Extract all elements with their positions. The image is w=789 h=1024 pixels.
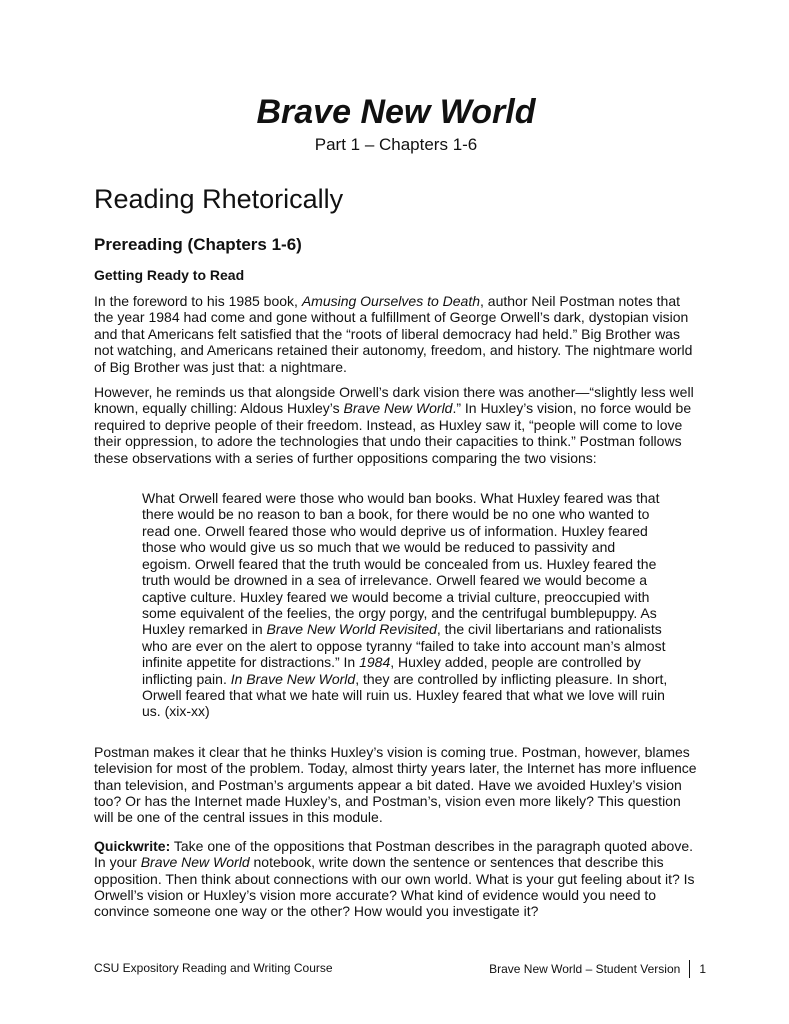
paragraph-text: .” In Huxley’s vision, no force would be required to deprive people of their freedom. Instead, as Huxley saw it, “people will come to love their oppression, to adore the technologies that undo their capacities to think.” Postman follows these observations with a series of further oppositions comparing the two visions: — [94, 400, 692, 466]
subsubsection-heading: Getting Ready to Read — [94, 267, 245, 283]
book-title-1984: 1984 — [359, 654, 391, 671]
quote-text: What Orwell feared were those who would ban books. What Huxley feared was that there would be no reason to ban a book, for there would be no one who wanted to read one. Orwell feared those who would deprive us of information. Huxley feared those who would give us so much that we would be reduced to passivity and egoism. Orwell feared that the truth would be concealed from us. Huxley feared the truth would be drowned in a sea of irrelevance. Orwell feared we would become a captive culture. Huxley feared we would become a trivial culture, preoccupied with some equivalent of the feelies, the orgy porgy, and the centrifugal bumblepuppy. As Huxley remarked in — [142, 490, 660, 638]
quote-text: , Huxley added, people are controlled by inflicting pain. — [142, 654, 641, 687]
paragraph-text: In the foreword to his 1985 book, — [94, 293, 302, 309]
quote-text: , they are controlled by inflicting pleasure. In short, Orwell feared that what we hate will ruin us. Huxley feared that what we love will ruin us. (xix-xx) — [142, 670, 668, 720]
book-title-bnw-italic: In Brave New World — [230, 670, 356, 687]
subsection-heading: Prereading (Chapters 1-6) — [94, 235, 302, 254]
book-title-bnw: Brave New World — [343, 400, 453, 417]
quickwrite-text: Take one of the oppositions that Postman describes in the paragraph quoted above. In your — [94, 837, 694, 871]
quickwrite-text: notebook, write down the sentence or sentences that describe this opposition. Then think about connections with our own world. What is your gut feeling about it? Is Orwell’s vision or Huxley’s vision more accurate? What kind of evidence would you need to convince someone one way or the other? How would you investigate it? — [94, 854, 695, 920]
paragraph-postman-argument: Postman makes it clear that he thinks Huxley’s vision is coming true. Postman, however, blames television for most of the problem. Today, almost thirty years later, the Internet has more influence than television, and Postman’s arguments appear a bit dated. Have we avoided Huxley’s vision too? Or has the Internet made Huxley’s, and Postman’s, vision even more likely? This question will be one of the central issues in this module. — [94, 743, 697, 826]
book-title-bnw-revisited: Brave New World Revisited — [266, 621, 437, 638]
document-title: Brave New World — [256, 93, 536, 131]
paragraph-text: However, he reminds us that alongside Orwell’s dark vision there was another—“slightly less well known, equally chilling: Aldous Huxley’s — [94, 384, 694, 417]
quickwrite-prompt — [94, 838, 698, 920]
quote-text: , the civil libertarians and rationalists who are ever on the alert to oppose tyranny “failed to take into account man’s almost infinite appetite for distractions.” In — [142, 621, 666, 671]
footer-right-group — [489, 960, 706, 978]
document-page — [94, 90, 698, 920]
book-title-bnw-notebook: Brave New World — [140, 854, 250, 871]
footer-divider — [689, 960, 690, 978]
footer-course-name: CSU Expository Reading and Writing Course — [94, 961, 333, 975]
paragraph-foreword — [94, 293, 698, 375]
section-heading: Reading Rhetorically — [94, 184, 344, 214]
document-subtitle: Part 1 – Chapters 1-6 — [314, 135, 478, 154]
paragraph-huxley-vision — [94, 384, 698, 466]
book-title-amusing: Amusing Ourselves to Death — [301, 293, 481, 309]
block-quote — [142, 490, 668, 720]
footer-document-version: Brave New World – Student Version — [489, 962, 681, 976]
page-number: 1 — [699, 962, 706, 976]
paragraph-text: , author Neil Postman notes that the year 1984 had come and gone without a fulfillment of George Orwell’s dark, dystopian vision and that Americans felt satisfied that the “roots of liberal democracy had held.” Big Brother was not watching, and Americans retained their autonomy, freedom, and history. The nightmare world of Big Brother was just that: a nightmare. — [94, 293, 693, 375]
quickwrite-label: Quickwrite: — [94, 837, 171, 854]
